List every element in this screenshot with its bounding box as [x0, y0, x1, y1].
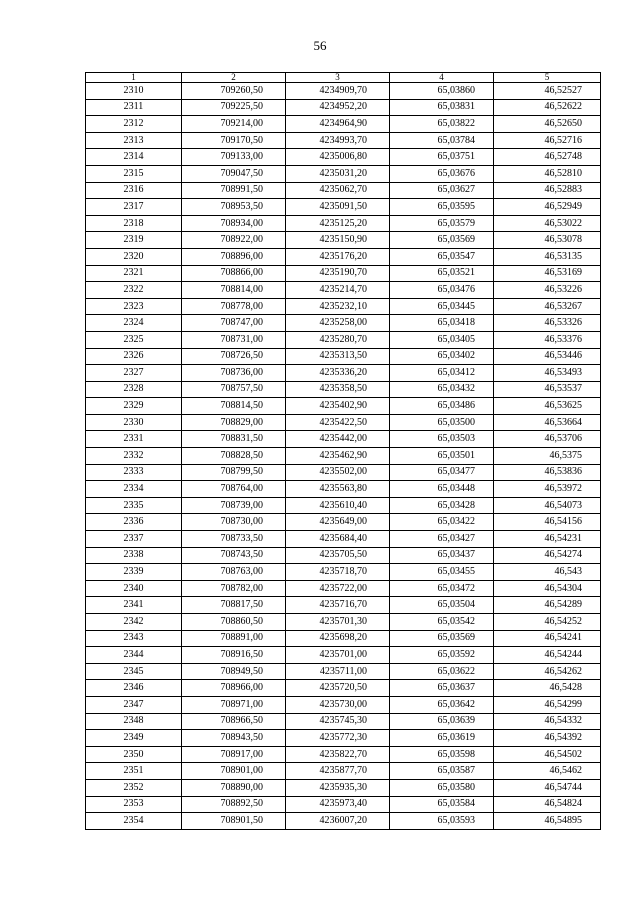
column-header: 2 — [182, 73, 286, 83]
table-cell: 65,03477 — [390, 464, 494, 481]
table-cell: 46,53836 — [494, 464, 601, 481]
table-row — [86, 647, 601, 664]
table-cell: 2353 — [86, 796, 182, 813]
table-cell: 2310 — [86, 83, 182, 100]
table-cell: 709260,50 — [182, 83, 286, 100]
table-cell: 708896,00 — [182, 248, 286, 265]
table-cell: 708953,50 — [182, 199, 286, 216]
table-cell: 2327 — [86, 365, 182, 382]
table-cell: 46,54824 — [494, 796, 601, 813]
table-cell: 46,54262 — [494, 663, 601, 680]
table-cell: 4235402,90 — [286, 398, 390, 415]
table-cell: 4234964,90 — [286, 116, 390, 133]
table-row — [86, 481, 601, 498]
table-cell: 46,53972 — [494, 481, 601, 498]
table-cell: 65,03622 — [390, 663, 494, 680]
table-row — [86, 531, 601, 548]
table-cell: 46,54299 — [494, 696, 601, 713]
table-cell: 2348 — [86, 713, 182, 730]
table-cell: 65,03402 — [390, 348, 494, 365]
table-row — [86, 547, 601, 564]
table-cell: 65,03584 — [390, 796, 494, 813]
table-cell: 4235232,10 — [286, 298, 390, 315]
table-cell: 46,54502 — [494, 746, 601, 763]
table-row — [86, 497, 601, 514]
table-cell: 4236007,20 — [286, 813, 390, 830]
table-cell: 2320 — [86, 248, 182, 265]
table-cell: 65,03860 — [390, 83, 494, 100]
table-cell: 4235280,70 — [286, 331, 390, 348]
table-row — [86, 165, 601, 182]
table-cell: 46,53664 — [494, 414, 601, 431]
table-row — [86, 431, 601, 448]
table-cell: 65,03486 — [390, 398, 494, 415]
table-cell: 65,03503 — [390, 431, 494, 448]
table-row — [86, 448, 601, 465]
table-row — [86, 298, 601, 315]
table-cell: 4235336,20 — [286, 365, 390, 382]
table-cell: 65,03412 — [390, 365, 494, 382]
table-row — [86, 132, 601, 149]
table-cell: 709047,50 — [182, 165, 286, 182]
table-cell: 65,03595 — [390, 199, 494, 216]
table-cell: 65,03405 — [390, 331, 494, 348]
table-cell: 708739,00 — [182, 497, 286, 514]
table-cell: 708829,00 — [182, 414, 286, 431]
table-cell: 2312 — [86, 116, 182, 133]
table-cell: 65,03639 — [390, 713, 494, 730]
table-cell: 65,03569 — [390, 232, 494, 249]
table-row — [86, 282, 601, 299]
table-row — [86, 813, 601, 830]
table-cell: 65,03592 — [390, 647, 494, 664]
table-row — [86, 315, 601, 332]
table-cell: 4235422,50 — [286, 414, 390, 431]
table-cell: 4235935,30 — [286, 779, 390, 796]
table-cell: 65,03751 — [390, 149, 494, 166]
table-cell: 65,03598 — [390, 746, 494, 763]
table-cell: 46,54241 — [494, 630, 601, 647]
table-row — [86, 398, 601, 415]
table-cell: 708726,50 — [182, 348, 286, 365]
table-row — [86, 713, 601, 730]
table-cell: 2332 — [86, 448, 182, 465]
table-cell: 2349 — [86, 730, 182, 747]
table-cell: 4235705,50 — [286, 547, 390, 564]
table-cell: 46,54895 — [494, 813, 601, 830]
table-cell: 4235176,20 — [286, 248, 390, 265]
table-cell: 4235006,80 — [286, 149, 390, 166]
table-cell: 708901,50 — [182, 813, 286, 830]
table-row — [86, 779, 601, 796]
table-row — [86, 265, 601, 282]
table-cell: 46,53493 — [494, 365, 601, 382]
table-row — [86, 597, 601, 614]
table-cell: 4235745,30 — [286, 713, 390, 730]
column-header: 1 — [86, 73, 182, 83]
table-row — [86, 232, 601, 249]
table-cell: 46,53267 — [494, 298, 601, 315]
table-cell: 2352 — [86, 779, 182, 796]
table-cell: 46,54289 — [494, 597, 601, 614]
table-cell: 46,54744 — [494, 779, 601, 796]
table-cell: 709133,00 — [182, 149, 286, 166]
table-row — [86, 796, 601, 813]
table-cell: 46,54304 — [494, 580, 601, 597]
table-cell: 4235462,90 — [286, 448, 390, 465]
table-row — [86, 365, 601, 382]
table-cell: 46,54244 — [494, 647, 601, 664]
table-cell: 708736,00 — [182, 365, 286, 382]
table-cell: 709214,00 — [182, 116, 286, 133]
table-cell: 46,54073 — [494, 497, 601, 514]
table-cell: 2311 — [86, 99, 182, 116]
table-cell: 2342 — [86, 614, 182, 631]
table-cell: 4235258,00 — [286, 315, 390, 332]
table-cell: 46,543 — [494, 564, 601, 581]
table-cell: 4235649,00 — [286, 514, 390, 531]
table-cell: 2336 — [86, 514, 182, 531]
table-cell: 708991,50 — [182, 182, 286, 199]
table-cell: 708892,50 — [182, 796, 286, 813]
table-header-row — [86, 73, 601, 83]
table-row — [86, 730, 601, 747]
table-row — [86, 663, 601, 680]
table-cell: 708817,50 — [182, 597, 286, 614]
table-cell: 46,52622 — [494, 99, 601, 116]
table-row — [86, 348, 601, 365]
table-cell: 2322 — [86, 282, 182, 299]
table-row — [86, 630, 601, 647]
table-cell: 46,5428 — [494, 680, 601, 697]
table-cell: 2323 — [86, 298, 182, 315]
table-cell: 46,52810 — [494, 165, 601, 182]
table-cell: 2321 — [86, 265, 182, 282]
table-cell: 2313 — [86, 132, 182, 149]
table-cell: 65,03455 — [390, 564, 494, 581]
table-cell: 2354 — [86, 813, 182, 830]
table-cell: 65,03501 — [390, 448, 494, 465]
table-cell: 708814,50 — [182, 398, 286, 415]
table-cell: 65,03448 — [390, 481, 494, 498]
table-cell: 2325 — [86, 331, 182, 348]
table-row — [86, 116, 601, 133]
table-cell: 708731,00 — [182, 331, 286, 348]
column-header: 4 — [390, 73, 494, 83]
table-cell: 65,03580 — [390, 779, 494, 796]
page-number: 56 — [313, 38, 327, 53]
table-cell: 4235442,00 — [286, 431, 390, 448]
table-cell: 65,03569 — [390, 630, 494, 647]
table-row — [86, 696, 601, 713]
table-cell: 2328 — [86, 381, 182, 398]
table-cell: 4234952,20 — [286, 99, 390, 116]
table-row — [86, 746, 601, 763]
table-cell: 46,53169 — [494, 265, 601, 282]
table-cell: 708916,50 — [182, 647, 286, 664]
table-cell: 65,03504 — [390, 597, 494, 614]
table-cell: 708763,00 — [182, 564, 286, 581]
table-cell: 2330 — [86, 414, 182, 431]
table-cell: 4235722,00 — [286, 580, 390, 597]
table-row — [86, 514, 601, 531]
table-cell: 65,03437 — [390, 547, 494, 564]
table-cell: 46,54332 — [494, 713, 601, 730]
table-cell: 708782,00 — [182, 580, 286, 597]
table-cell: 65,03579 — [390, 215, 494, 232]
table-cell: 65,03472 — [390, 580, 494, 597]
column-header: 3 — [286, 73, 390, 83]
table-cell: 46,53706 — [494, 431, 601, 448]
table-cell: 708764,00 — [182, 481, 286, 498]
table-cell: 46,52748 — [494, 149, 601, 166]
table-cell: 4235125,20 — [286, 215, 390, 232]
table-cell: 65,03422 — [390, 514, 494, 531]
table-cell: 4235502,00 — [286, 464, 390, 481]
table-cell: 65,03521 — [390, 265, 494, 282]
column-header: 5 — [494, 73, 601, 83]
table-cell: 46,54156 — [494, 514, 601, 531]
table-cell: 46,52527 — [494, 83, 601, 100]
table-cell: 2346 — [86, 680, 182, 697]
table-cell: 4235313,50 — [286, 348, 390, 365]
table-cell: 708934,00 — [182, 215, 286, 232]
table-cell: 46,54252 — [494, 614, 601, 631]
coordinates-table — [85, 72, 601, 830]
table-cell: 46,52949 — [494, 199, 601, 216]
table-row — [86, 99, 601, 116]
table-cell: 708743,50 — [182, 547, 286, 564]
table-cell: 4235214,70 — [286, 282, 390, 299]
table-cell: 46,5462 — [494, 763, 601, 780]
table-cell: 708799,50 — [182, 464, 286, 481]
table-row — [86, 381, 601, 398]
table-cell: 4235684,40 — [286, 531, 390, 548]
table-cell: 709225,50 — [182, 99, 286, 116]
table-cell: 65,03445 — [390, 298, 494, 315]
table-cell: 4235062,70 — [286, 182, 390, 199]
table-cell: 4235772,30 — [286, 730, 390, 747]
table-row — [86, 614, 601, 631]
table-row — [86, 564, 601, 581]
table-cell: 708747,00 — [182, 315, 286, 332]
table-cell: 4235716,70 — [286, 597, 390, 614]
table-cell: 65,03784 — [390, 132, 494, 149]
table-row — [86, 331, 601, 348]
table-cell: 65,03637 — [390, 680, 494, 697]
table-cell: 708757,50 — [182, 381, 286, 398]
table-cell: 708730,00 — [182, 514, 286, 531]
table-cell: 2350 — [86, 746, 182, 763]
table-cell: 2318 — [86, 215, 182, 232]
table-cell: 46,53135 — [494, 248, 601, 265]
table-cell: 4235720,50 — [286, 680, 390, 697]
table-cell: 708891,00 — [182, 630, 286, 647]
table-cell: 708971,00 — [182, 696, 286, 713]
table-cell: 2333 — [86, 464, 182, 481]
table-cell: 65,03476 — [390, 282, 494, 299]
table-cell: 65,03418 — [390, 315, 494, 332]
table-cell: 65,03627 — [390, 182, 494, 199]
table-cell: 708828,50 — [182, 448, 286, 465]
table-row — [86, 763, 601, 780]
table-cell: 65,03822 — [390, 116, 494, 133]
table-cell: 2331 — [86, 431, 182, 448]
table-cell: 65,03831 — [390, 99, 494, 116]
table-row — [86, 83, 601, 100]
table-cell: 4235091,50 — [286, 199, 390, 216]
table-cell: 46,53022 — [494, 215, 601, 232]
table-cell: 46,53446 — [494, 348, 601, 365]
table-cell: 46,53078 — [494, 232, 601, 249]
table-cell: 65,03676 — [390, 165, 494, 182]
table-cell: 708860,50 — [182, 614, 286, 631]
table-cell: 65,03542 — [390, 614, 494, 631]
table-row — [86, 182, 601, 199]
table-cell: 708778,00 — [182, 298, 286, 315]
table-cell: 46,54274 — [494, 547, 601, 564]
table-cell: 2326 — [86, 348, 182, 365]
table-cell: 2319 — [86, 232, 182, 249]
table-cell: 708922,00 — [182, 232, 286, 249]
table-cell: 4235730,00 — [286, 696, 390, 713]
table-cell: 4235822,70 — [286, 746, 390, 763]
table-cell: 65,03432 — [390, 381, 494, 398]
table-cell: 4235358,50 — [286, 381, 390, 398]
table-cell: 46,54392 — [494, 730, 601, 747]
table-cell: 2334 — [86, 481, 182, 498]
table-cell: 46,53376 — [494, 331, 601, 348]
table-cell: 2337 — [86, 531, 182, 548]
table-cell: 2335 — [86, 497, 182, 514]
table-cell: 4235877,70 — [286, 763, 390, 780]
table-cell: 4235701,00 — [286, 647, 390, 664]
table-cell: 2314 — [86, 149, 182, 166]
table-body — [86, 83, 601, 830]
table-cell: 2317 — [86, 199, 182, 216]
table-cell: 2340 — [86, 580, 182, 597]
table-cell: 46,53226 — [494, 282, 601, 299]
table-cell: 708814,00 — [182, 282, 286, 299]
table-row — [86, 149, 601, 166]
table-cell: 2339 — [86, 564, 182, 581]
table-cell: 65,03547 — [390, 248, 494, 265]
table-cell: 46,53537 — [494, 381, 601, 398]
table-cell: 65,03428 — [390, 497, 494, 514]
table-cell: 2351 — [86, 763, 182, 780]
table-cell: 4235610,40 — [286, 497, 390, 514]
table-cell: 65,03500 — [390, 414, 494, 431]
table-cell: 708831,50 — [182, 431, 286, 448]
table-cell: 2329 — [86, 398, 182, 415]
table-cell: 46,52883 — [494, 182, 601, 199]
table-cell: 4235698,20 — [286, 630, 390, 647]
table-cell: 46,5375 — [494, 448, 601, 465]
table-cell: 708943,50 — [182, 730, 286, 747]
table-cell: 2347 — [86, 696, 182, 713]
table-cell: 708866,00 — [182, 265, 286, 282]
table-row — [86, 414, 601, 431]
table-cell: 2345 — [86, 663, 182, 680]
table-cell: 46,54231 — [494, 531, 601, 548]
table-cell: 4235711,00 — [286, 663, 390, 680]
table-row — [86, 464, 601, 481]
table-cell: 708890,00 — [182, 779, 286, 796]
table-cell: 4235718,70 — [286, 564, 390, 581]
table-cell: 2315 — [86, 165, 182, 182]
table-cell: 65,03587 — [390, 763, 494, 780]
table-cell: 2316 — [86, 182, 182, 199]
table-cell: 2324 — [86, 315, 182, 332]
table-cell: 65,03642 — [390, 696, 494, 713]
table-cell: 2344 — [86, 647, 182, 664]
table-cell: 708901,00 — [182, 763, 286, 780]
table-cell: 46,53625 — [494, 398, 601, 415]
table-cell: 46,52650 — [494, 116, 601, 133]
table-cell: 4235563,80 — [286, 481, 390, 498]
table-cell: 4235150,90 — [286, 232, 390, 249]
table-row — [86, 580, 601, 597]
table-cell: 65,03619 — [390, 730, 494, 747]
table-cell: 2341 — [86, 597, 182, 614]
table-cell: 708733,50 — [182, 531, 286, 548]
table-cell: 4234993,70 — [286, 132, 390, 149]
table-cell: 708966,00 — [182, 680, 286, 697]
table-cell: 46,53326 — [494, 315, 601, 332]
table-cell: 708966,50 — [182, 713, 286, 730]
table-cell: 708949,50 — [182, 663, 286, 680]
table-cell: 65,03427 — [390, 531, 494, 548]
table-cell: 46,52716 — [494, 132, 601, 149]
table-row — [86, 199, 601, 216]
table-cell: 2338 — [86, 547, 182, 564]
table-cell: 4235031,20 — [286, 165, 390, 182]
table-cell: 708917,00 — [182, 746, 286, 763]
table-row — [86, 248, 601, 265]
table-cell: 709170,50 — [182, 132, 286, 149]
table-row — [86, 680, 601, 697]
table-cell: 4235701,30 — [286, 614, 390, 631]
table-cell: 2343 — [86, 630, 182, 647]
table-cell: 4234909,70 — [286, 83, 390, 100]
table-cell: 4235973,40 — [286, 796, 390, 813]
table-cell: 65,03593 — [390, 813, 494, 830]
table-row — [86, 215, 601, 232]
table-cell: 4235190,70 — [286, 265, 390, 282]
